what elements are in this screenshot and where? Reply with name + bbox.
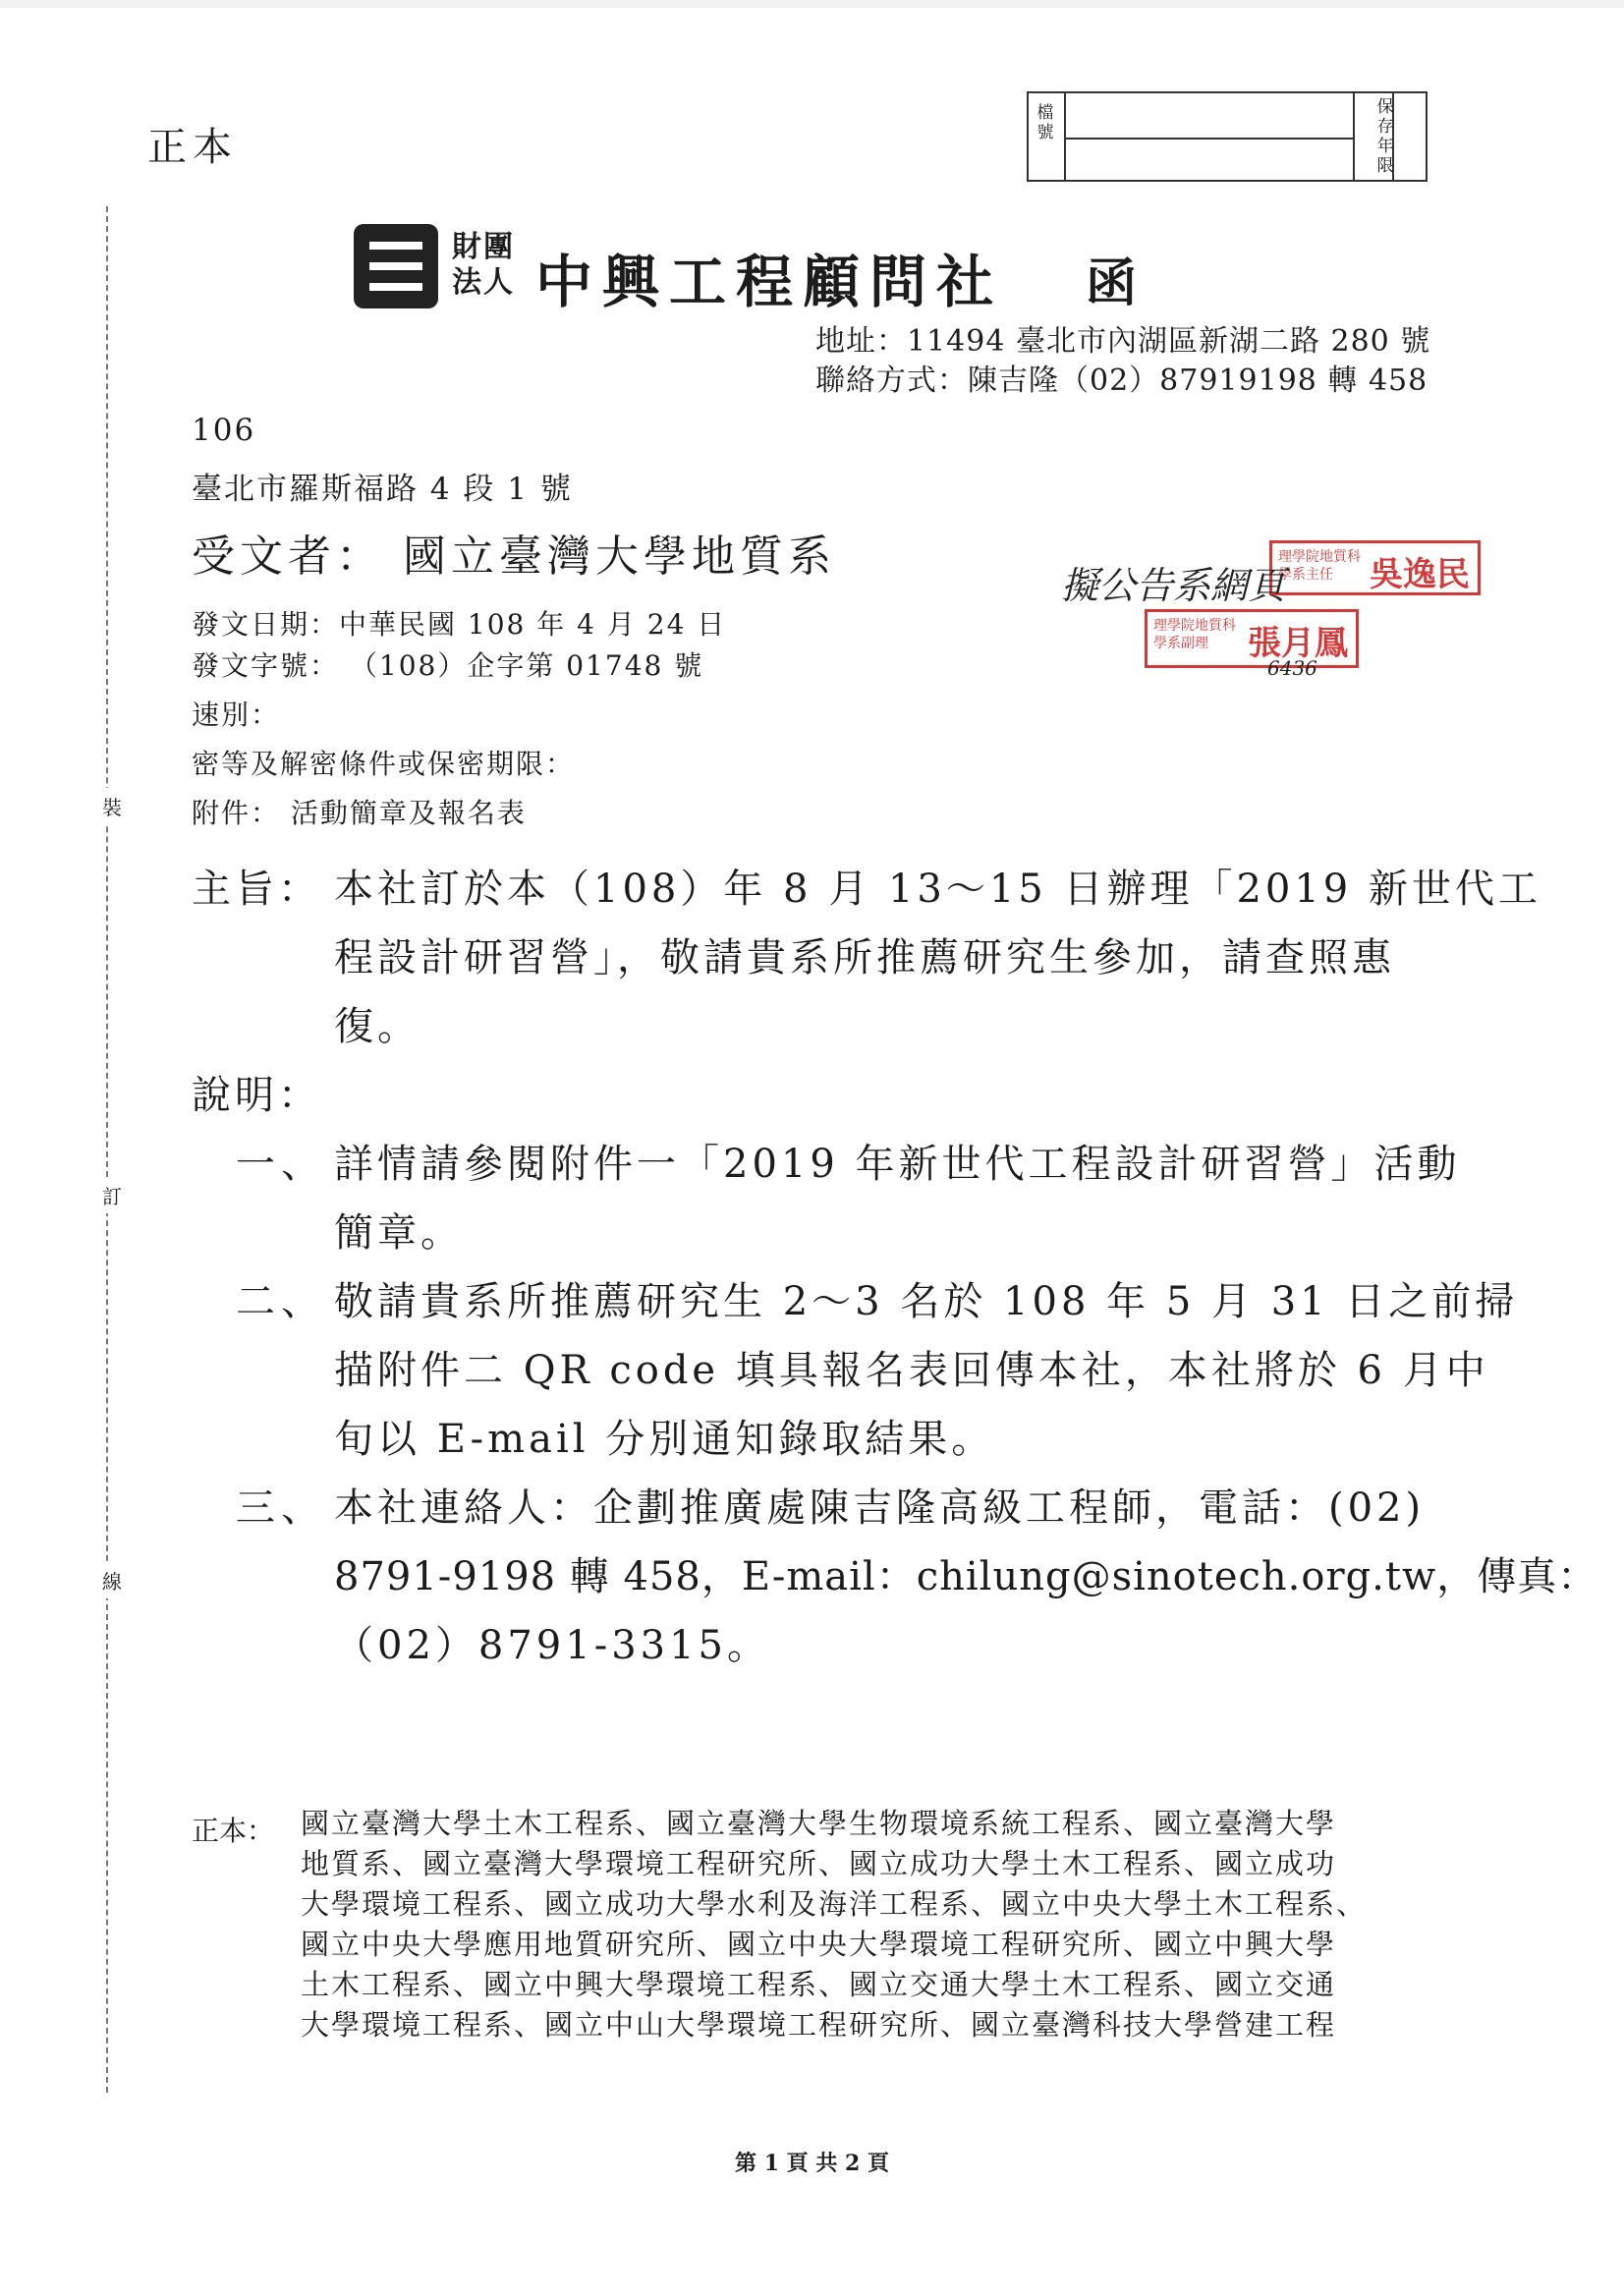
deputy-stamp (1145, 609, 1359, 668)
archive-number-label: 檔號 (1036, 103, 1054, 142)
stamp-org-text: 理學院地質科學系副理 (1153, 618, 1236, 651)
archive-divider (1064, 93, 1066, 180)
item-line: 旬以 E-mail 分別通知錄取結果。 (334, 1417, 995, 1462)
item-line: （02）8791-3315。 (334, 1623, 771, 1668)
recipient-address: 臺北市羅斯福路 4 段 1 號 (192, 472, 573, 507)
item-line: 本社連絡人：企劃推廣處陳吉隆高級工程師，電話：(02) (334, 1485, 1426, 1531)
speed-field: 速別： (192, 699, 281, 731)
stamp-org-text: 理學院地質科學系主任 (1278, 549, 1361, 583)
top-scan-edge (0, 0, 1624, 8)
binding-mark: 線 (102, 1562, 122, 1598)
logo-bar (369, 242, 422, 250)
stamp-name-text: 吳逸民 (1370, 555, 1470, 594)
secrecy-field: 密等及解密條件或保密期限： (192, 748, 576, 780)
cc-line: 大學環境工程系、國立成功大學水利及海洋工程系、國立中央大學土木工程系、 (301, 1887, 1368, 1921)
binding-line (106, 206, 108, 2093)
stamp-name-text: 張月鳳 (1248, 624, 1348, 663)
subject-line: 本社訂於本（108）年 8 月 13～15 日辦理「2019 新世代工 (334, 867, 1541, 912)
org-type: 財團法人 (452, 230, 515, 300)
postal-code: 106 (192, 413, 256, 448)
doc-number: 發文字號： （108）企字第 01748 號 (192, 649, 704, 682)
org-name: 中興工程顧問社 (535, 249, 1004, 315)
page-number: 第 1 頁 共 2 頁 (735, 2151, 889, 2176)
item-line: 詳情請參閱附件一「2019 年新世代工程設計研習營」活動 (334, 1142, 1461, 1187)
doc-type: 函 (1086, 253, 1138, 313)
item-number: 二、 (236, 1279, 326, 1324)
cc-line: 地質系、國立臺灣大學環境工程研究所、國立成功大學土木工程系、國立成功 (301, 1847, 1337, 1880)
item-number: 一、 (236, 1142, 326, 1187)
logo-bar (369, 262, 422, 270)
issue-date: 發文日期：中華民國 108 年 4 月 24 日 (192, 608, 727, 641)
item-line: 簡章。 (334, 1210, 464, 1256)
subject-line: 程設計研習營」，敬請貴系所推薦研究生參加，請查照惠 (334, 935, 1395, 980)
recipient: 受文者： 國立臺灣大學地質系 (192, 532, 836, 582)
cc-line: 大學環境工程系、國立中山大學環境工程研究所、國立臺灣科技大學營建工程 (301, 2008, 1337, 2042)
logo-bar (369, 283, 422, 291)
archive-box (1027, 91, 1428, 182)
org-address: 地址：11494 臺北市內湖區新湖二路 280 號 (815, 324, 1431, 359)
handwritten-note: 擬公告系網頁 (1061, 564, 1286, 607)
handwritten-number: 6436 (1267, 656, 1317, 680)
subject-label: 主旨： (192, 867, 321, 912)
cc-label: 正本： (192, 1815, 275, 1847)
cc-line: 土木工程系、國立中興大學環境工程系、國立交通大學土木工程系、國立交通 (301, 1968, 1337, 2001)
director-stamp (1269, 540, 1481, 595)
org-logo (354, 224, 438, 308)
attachment-field: 附件： 活動簡章及報名表 (192, 797, 527, 829)
copy-label: 正本 (147, 125, 238, 170)
explanation-label: 說明： (192, 1073, 321, 1118)
binding-mark: 裝 (102, 788, 122, 824)
retention-period-label: 保存年限 (1376, 97, 1394, 176)
org-contact: 聯絡方式：陳吉隆（02）87919198 轉 458 (815, 364, 1428, 398)
item-line: 描附件二 QR code 填具報名表回傳本社，本社將於 6 月中 (334, 1348, 1489, 1393)
binding-mark: 訂 (102, 1177, 122, 1213)
item-number: 三、 (236, 1485, 326, 1531)
item-line: 8791-9198 轉 458，E-mail：chilung@sinotech.org.tw，傳真： (334, 1554, 1598, 1599)
cc-line: 國立中央大學應用地質研究所、國立中央大學環境工程研究所、國立中興大學 (301, 1928, 1337, 1961)
cc-line: 國立臺灣大學土木工程系、國立臺灣大學生物環境系統工程系、國立臺灣大學 (301, 1807, 1337, 1840)
archive-row-line (1065, 138, 1354, 140)
archive-divider (1353, 93, 1355, 180)
item-line: 敬請貴系所推薦研究生 2～3 名於 108 年 5 月 31 日之前掃 (334, 1279, 1519, 1324)
cc-list (301, 1804, 1421, 2045)
subject-line: 復。 (334, 1004, 420, 1049)
